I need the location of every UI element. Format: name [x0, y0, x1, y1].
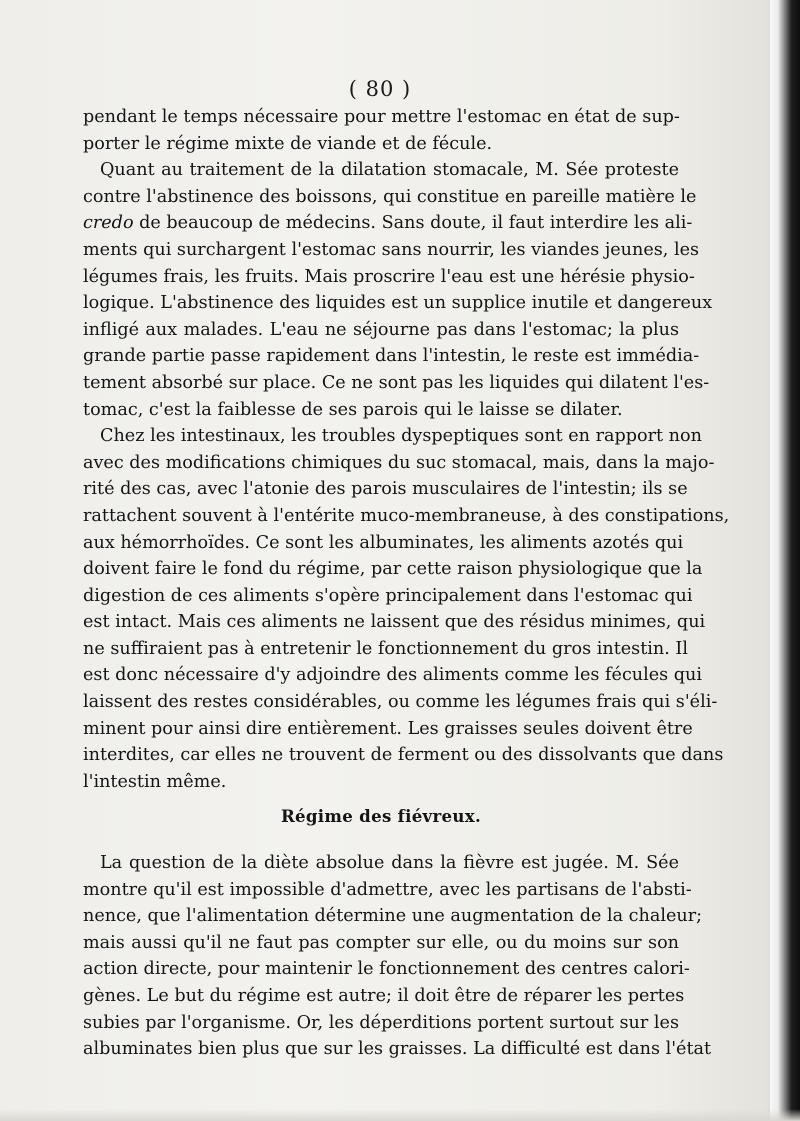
text-line: action directe, pour maintenir le fonctionnement des centres calori-	[83, 959, 690, 980]
text-line: tomac, c'est la faiblesse de ses parois qui le laisse se dilater.	[83, 399, 623, 420]
text-line: infligé aux malades. L'eau ne séjourne pas dans l'estomac; la plus	[83, 319, 679, 340]
text-line: montre qu'il est impossible d'admettre, avec les partisans de l'absti-	[83, 879, 692, 900]
text-line: ments qui surchargent l'estomac sans nourrir, les viandes jeunes, les	[83, 239, 700, 260]
text-line: mais aussi qu'il ne faut pas compter sur elle, ou du moins sur son	[83, 932, 679, 953]
text-line: porter le régime mixte de viande et de fécule.	[83, 133, 493, 154]
text-line: nence, que l'alimentation détermine une augmentation de la chaleur;	[83, 906, 703, 927]
text-line: rattachent souvent à l'entérite muco-membraneuse, à des constipations,	[83, 505, 730, 526]
text-line-rest: de beaucoup de médecins. Sans doute, il faut interdire les ali-	[139, 213, 693, 234]
text-line: La question de la diète absolue dans la fièvre est jugée. M. Sée	[100, 853, 679, 874]
page-number: ( 80 )	[348, 77, 412, 101]
text-line: digestion de ces aliments s'opère principalement dans l'estomac qui	[83, 585, 693, 606]
paragraph-continuation	[83, 104, 679, 157]
paragraph-intestinaux	[83, 423, 730, 795]
paragraph-dilatation	[83, 157, 713, 423]
text-line: logique. L'abstinence des liquides est un supplice inutile et dangereux	[83, 293, 713, 314]
text-line: Chez les intestinaux, les troubles dyspeptiques sont en rapport non	[100, 426, 702, 447]
text-line: grande partie passe rapidement dans l'intestin, le reste est immédia-	[83, 346, 700, 367]
text-line: interdites, car elles ne trouvent de ferment ou des dissolvants que dans	[83, 745, 724, 766]
text-line: aux hémorrhoïdes. Ce sont les albuminates, les aliments azotés qui	[83, 532, 684, 553]
text-line: tement absorbé sur place. Ce ne sont pas les liquides qui dilatent l'es-	[83, 372, 710, 393]
text-line: est donc nécessaire d'y adjoindre des aliments comme les fécules qui	[83, 665, 703, 686]
text-line: contre l'abstinence des boissons, qui constitue en pareille matière le	[83, 186, 697, 207]
text-line: avec des modifications chimiques du suc stomacal, mais, dans la majo-	[83, 452, 715, 473]
body-text	[83, 104, 730, 1063]
text-line: subies par l'organisme. Or, les déperditions portent surtout sur les	[83, 1012, 679, 1033]
text-line: laissent des restes considérables, ou comme les légumes frais qui s'éli-	[83, 692, 718, 713]
text-line	[83, 210, 693, 237]
text-line: pendant le temps nécessaire pour mettre l'estomac en état de sup-	[83, 107, 680, 127]
text-line: ne suffiraient pas à entretenir le fonctionnement du gros intestin. Il	[83, 638, 688, 659]
section-heading: Régime des fiévreux.	[280, 806, 482, 827]
text-line: Quant au traitement de la dilatation stomacale, M. Sée proteste	[100, 160, 679, 181]
paragraph-fievreux	[83, 850, 712, 1063]
text-line: gènes. Le but du régime est autre; il doit être de réparer les pertes	[83, 986, 685, 1006]
text-line: l'intestin même.	[83, 771, 227, 792]
page-edge-shadow	[766, 0, 800, 1121]
text-line: doivent faire le fond du régime, par cette raison physiologique que la	[83, 559, 703, 580]
italic-word: credo	[83, 213, 134, 234]
page-bottom-edge	[0, 1109, 800, 1121]
text-line: minent pour ainsi dire entièrement. Les graisses seules doivent être	[83, 718, 693, 739]
text-line: légumes frais, les fruits. Mais proscrire l'eau est une hérésie physio-	[83, 266, 695, 287]
text-line: rité des cas, avec l'atonie des parois musculaires de l'intestin; ils se	[83, 479, 688, 500]
text-line: est intact. Mais ces aliments ne laissent que des résidus minimes, qui	[83, 612, 706, 633]
text-line: albuminates bien plus que sur les graisses. La difficulté est dans l'état	[83, 1039, 712, 1060]
